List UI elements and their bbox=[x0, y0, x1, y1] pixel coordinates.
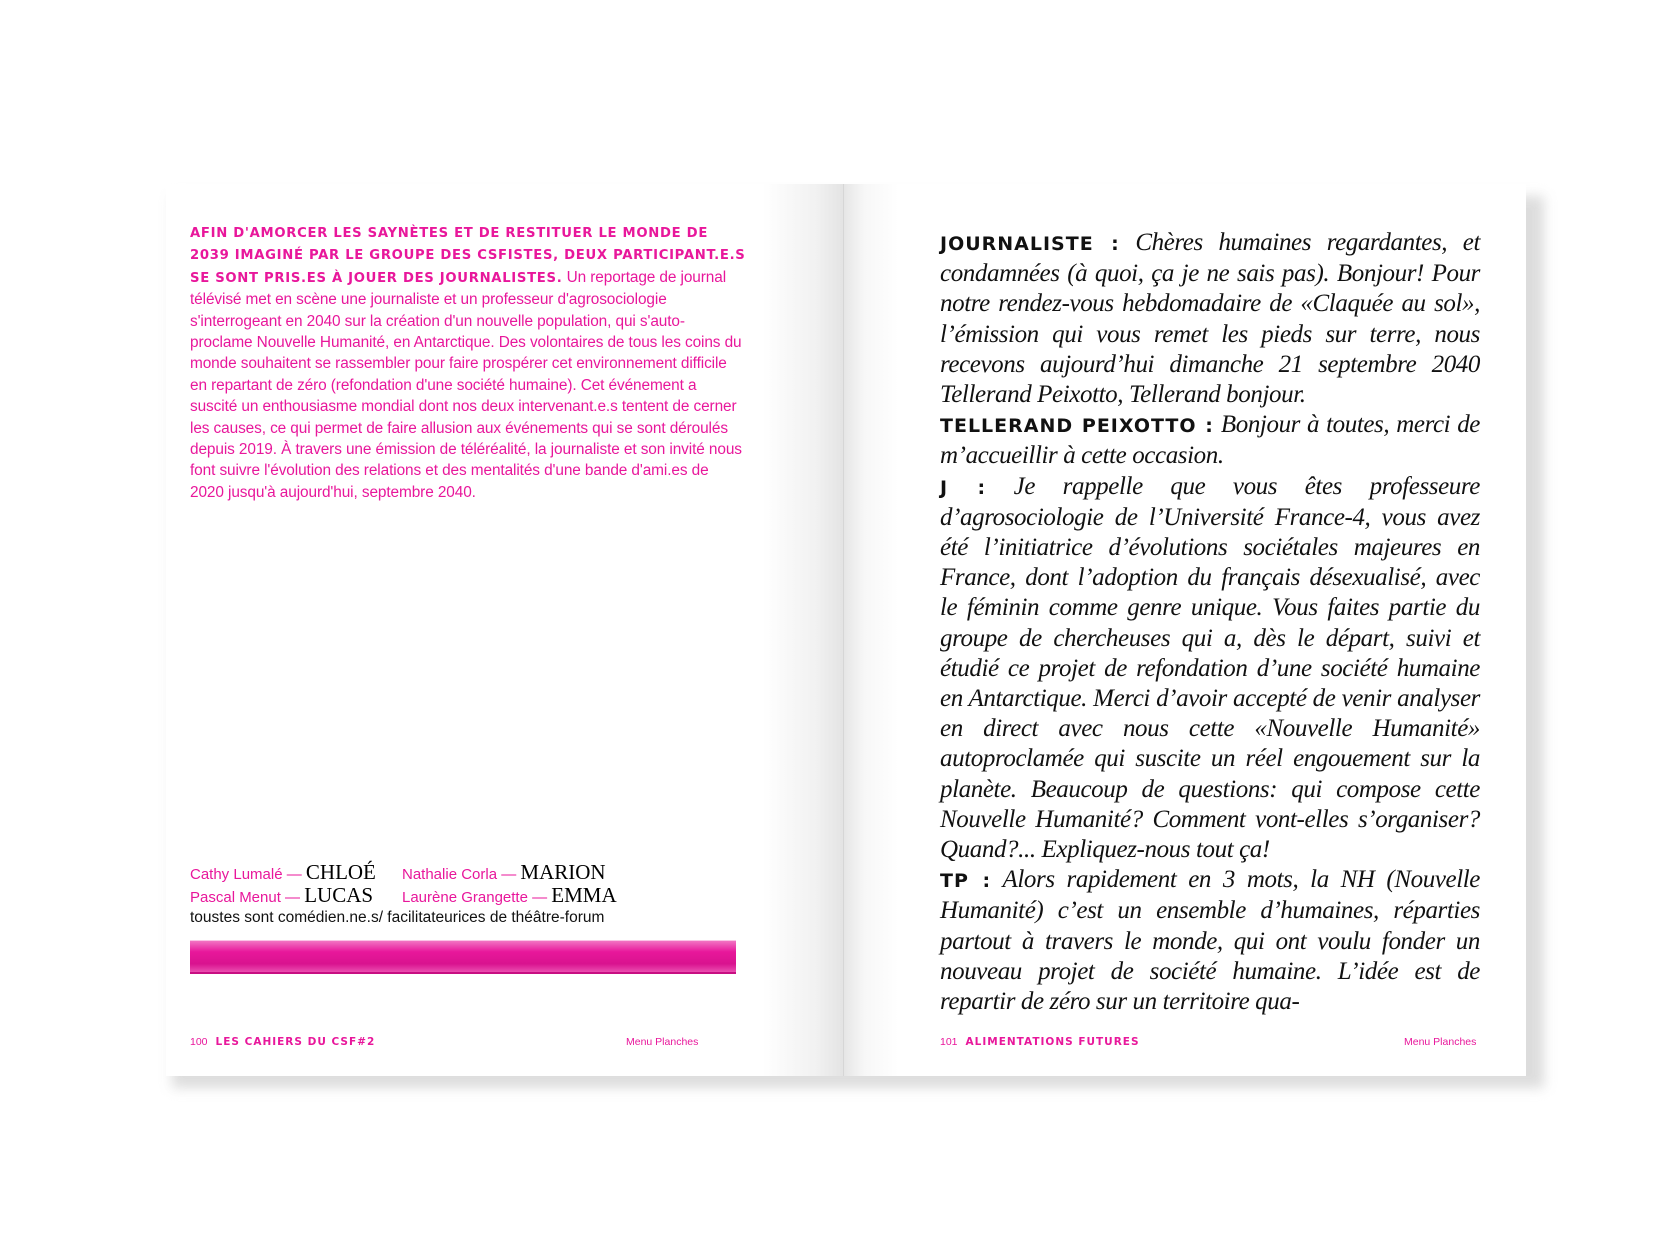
speech-text: Chères humaines regardantes, et condamnées (à quoi, ça je ne sais pas). Bonjour! Pour notre rendez-vous hebdomadaire de «Claquée au sol», l’émission qui vous remet les pieds sur terre, nous recevons aujourd’hui dimanche 21 septembre 2040 Tellerand Peixotto, Tellerand bonjour. bbox=[940, 229, 1480, 409]
role-name: EMMA bbox=[551, 883, 617, 907]
cast-entry bbox=[402, 860, 614, 885]
cast-row bbox=[190, 860, 710, 883]
cast-entry bbox=[402, 883, 617, 908]
right-section-label: Menu Planches bbox=[1404, 1036, 1477, 1048]
left-page bbox=[166, 184, 844, 1076]
dialogue-line bbox=[940, 410, 1480, 471]
role-name: CHLOÉ bbox=[305, 860, 376, 884]
left-folio bbox=[190, 1036, 375, 1048]
page-number: 101 bbox=[940, 1036, 958, 1048]
dialogue-line bbox=[940, 472, 1480, 866]
speaker-label: TP : bbox=[940, 870, 992, 893]
book-spread bbox=[166, 184, 1526, 1076]
speech-text: Alors rapidement en 3 mots, la NH (Nouvelle Humanité) c’est un ensemble d’humaines, réparties partout à travers le monde, qui ont voulu fonder un nouveau projet de société humaine. L’idée est de repartir de zéro sur un territoire qua- bbox=[940, 866, 1481, 1016]
speaker-label: JOURNALISTE : bbox=[940, 233, 1120, 255]
actor-name: Nathalie Corla — bbox=[402, 866, 517, 883]
intro-lead-caps: AFIN D'AMORCER LES SAYNÈTES ET DE RESTITUER LE MONDE DE 2039 IMAGINÉ PAR LE GROUPE DES CSFISTES, DEUX PARTICIPANT.E.S SE SONT PRIS.ES À JOUER DES JOURNALISTES. bbox=[190, 226, 746, 286]
dialogue-text bbox=[940, 228, 1480, 1017]
intro-body: Un reportage de journal télévisé met en scène une journaliste et un professeur d'agrosociologie s'interrogeant en 2040 sur la création d'un nouvelle population, qui s'auto-proclame Nouvelle Humanité, en Antarctique. Des volontaires de tous les coins du monde souhaitent se rassembler pour faire prospérer cet environnement difficile en repartant de zéro (refondation d'une société humaine). Cet événement a suscité un enthousiasme mondial dont nos deux intervenant.e.s tentent de cerner les causes, ce qui permet de faire allusion aux événements qui se sont déroulés depuis 2019. À travers une émission de téléréalité, la journaliste et son invité nous font suivre l'évolution des relations et des mentalités d'une bande d'ami.es de 2020 jusqu'à aujourd'hui, septembre 2040. bbox=[190, 268, 742, 501]
dialogue-line bbox=[940, 865, 1480, 1017]
running-title: LES CAHIERS DU CSF#2 bbox=[215, 1036, 376, 1048]
cast-entry bbox=[190, 883, 402, 908]
page-number: 100 bbox=[190, 1036, 208, 1048]
role-name: LUCAS bbox=[304, 883, 374, 907]
right-page bbox=[844, 184, 1526, 1076]
speaker-label: J : bbox=[940, 476, 987, 499]
speech-text: Bonjour à toutes, merci de m’accueillir à cette occasion. bbox=[940, 411, 1481, 470]
intro-paragraph bbox=[190, 222, 746, 503]
running-title: ALIMENTATIONS FUTURES bbox=[965, 1036, 1140, 1048]
decorative-magenta-bar bbox=[190, 940, 736, 974]
cast-list bbox=[190, 860, 710, 927]
cast-row bbox=[190, 883, 710, 906]
actor-name: Pascal Menut — bbox=[190, 889, 301, 906]
role-name: MARION bbox=[520, 860, 606, 884]
cast-entry bbox=[190, 860, 402, 885]
dialogue-line bbox=[940, 228, 1480, 410]
speech-text: Je rappelle que vous êtes professeure d’agrosociologie de l’Université France-4, vous avez été l’initiatrice d’évolutions sociétales majeures en France, dont l’adoption du français désexualisé, avec le féminin comme genre unique. Vous faites partie du groupe de chercheuses qui a, dès le départ, suivi et étudié ce projet de refondation d’une société humaine en Antarctique. Merci d’avoir accepté de venir analyser en direct avec nous cette «Nouvelle Humanité» autoproclamée qui suscite un réel engouement sur la planète. Beaucoup de questions: qui compose cette Nouvelle Humanité? Comment vont-elles s’organiser? Quand?... Expliquez-nous tout ça! bbox=[940, 472, 1480, 864]
actor-name: Laurène Grangette — bbox=[402, 889, 548, 906]
actor-name: Cathy Lumalé — bbox=[190, 866, 302, 883]
right-folio bbox=[940, 1036, 1140, 1048]
cast-note: toustes sont comédien.ne.s/ facilitateurices de théâtre-forum bbox=[190, 909, 605, 926]
speaker-label: TELLERAND PEIXOTTO : bbox=[940, 415, 1214, 438]
left-section-label: Menu Planches bbox=[626, 1036, 699, 1048]
